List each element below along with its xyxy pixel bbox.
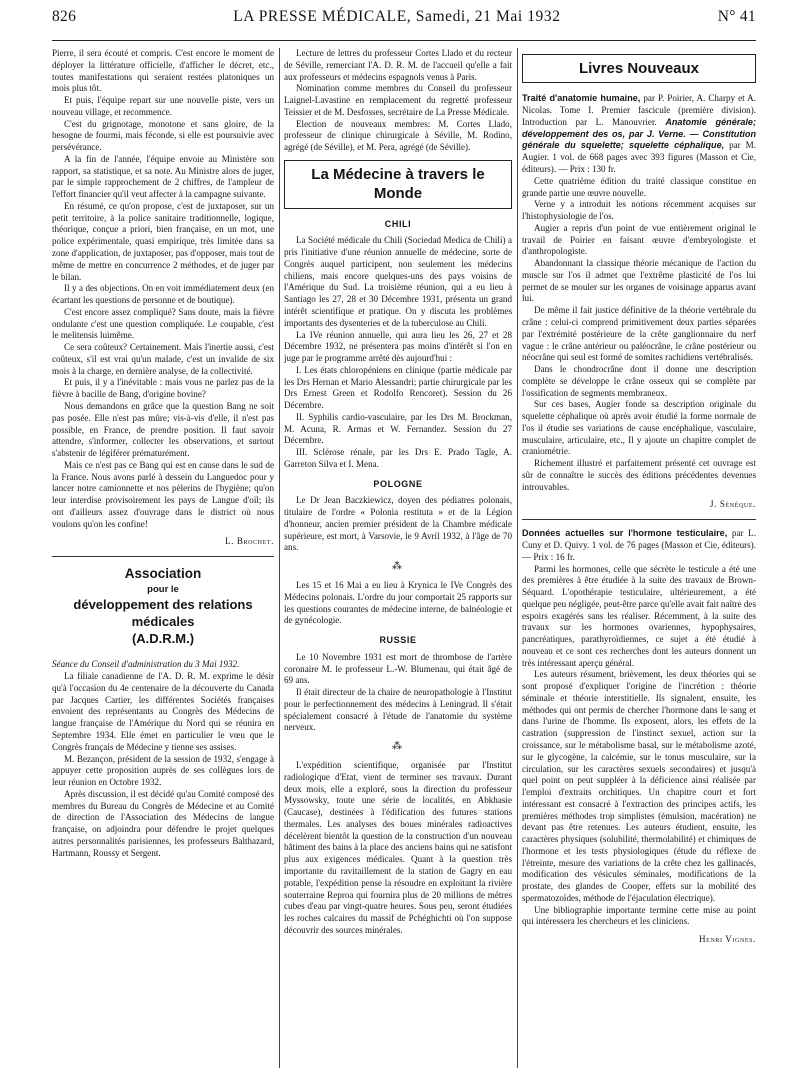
book-reference: par M. Augier. 1 vol. de 668 pages avec 393 figures (Masson et Cie, éditeurs). — Prix : 130 fr. xyxy=(522,140,756,175)
section-divider xyxy=(52,556,274,557)
paragraph: Après discussion, il est décidé qu'au Comité composé des membres du Bureau du Congrès de Médecine et au Comité de direction de l'Association des Médecins de langue française, on adjoindra pour défendre le projet quelques autres personnalités parisiennes, les professeurs Balthazard, Hartmann, Roussy et Sergent. xyxy=(52,788,274,858)
paragraph: Augier a repris d'un point de vue entièrement original le travail de Poirier en faisant œuvre d'embryologiste et d'anthropologiste. xyxy=(522,222,756,257)
paragraph: Pierre, il sera écouté et compris. C'est encore le moment de déployer la littérature officielle, d'afficher le décret, etc., toutes manifestations qui seraient restées platoniques un mois plus tôt. xyxy=(52,48,274,94)
paragraph: Dans le chondrocrâne dont il donne une description complète se développe le crâne osseux qui se complète par l'ossification de segments membraneux. xyxy=(522,364,756,398)
book-entry xyxy=(522,528,756,563)
paragraph: Mais ce n'est pas ce Bang qui est en cause dans le sud de la France. Nous avons parlé à dessein du Languedoc pour y lancer notre camionnette et nos pèlerins de l'hygiène; qu'on leur interdise provisoirement les pays de Langue d'oïl; ils ont d'ailleurs assez d'ouvrage dans le district où nous voulons qu'on les confine! xyxy=(52,459,274,529)
book-reference: par L. Cuny et D. Quivy. 1 vol. de 76 pages (Masson et Cie, éditeurs). — Prix : 16 fr. xyxy=(522,528,756,562)
paragraph: La Société médicale du Chili (Sociedad Medica de Chili) a pris l'initiative d'une réunion annuelle de médecine, sorte de Congrès auquel participent, non seulement les médecins chiliens, mais encore quelques-uns des pays voisins de l'Amérique du Sud. La troisième réunion, qui a eu lieu à Santiago les 27, 28 et 30 Décembre 1931, présenta un grand intérêt scientifique et pratique. On y discuta les problèmes importants des dysenteries et de la tuberculose au Chili. xyxy=(284,235,512,328)
paragraph: Une bibliographie importante termine cette mise au point qui intéressera les chercheurs et les cliniciens. xyxy=(522,904,756,927)
heading-line: (A.D.R.M.) xyxy=(131,630,195,646)
paragraph: M. Bezançon, président de la session de 1932, s'engage à appuyer cette proposition auprès de ses collègues lors de leur réunion en Octobre 1932. xyxy=(52,753,274,788)
paragraph: Le 10 Novembre 1931 est mort de thrombose de l'artère coronaire M. le professeur L.-W. Blumenau, qui était âgé de 69 ans. xyxy=(284,651,512,686)
issue-number: N° 41 xyxy=(717,8,756,25)
page-header xyxy=(52,8,756,34)
paragraph: Il était directeur de la chaire de neuropathologie à l'Institut pour le perfectionnement des médecins à Leningrad. Il s'était spécialement consacré à l'étude de l'anatomie du système nerveux. xyxy=(284,687,512,733)
paragraph: Et puis, il y a l'inévitable : mais vous ne parlez pas de la fièvre à bacille de Bang, d'origine bovine? xyxy=(52,377,274,400)
section-title: La Médecine à travers le Monde xyxy=(311,165,485,203)
paragraph: C'est du grignotage, monotone et sans gloire, de la besogne de fourmi, mais féconde, si elle est poursuivie avec persévérance. xyxy=(52,118,274,153)
column-middle xyxy=(284,48,512,937)
header-rule xyxy=(52,40,756,41)
paragraph: II. Syphilis cardio-vasculaire, par les Drs M. Brockman, M. Acuna, R. Armas et W. Fernandez. Session du 27 Décembre. xyxy=(284,411,512,446)
column-right xyxy=(522,48,756,946)
paragraph: III. Sclérose rénale, par les Drs E. Prado Tagle, A. Garreton Silva et I. Mena. xyxy=(284,447,512,469)
column-left xyxy=(52,48,274,859)
meeting-date: Séance du Conseil d'administration du 3 Mai 1932. xyxy=(52,659,240,670)
page-number: 826 xyxy=(52,8,77,25)
author-signature: L. Brochet. xyxy=(224,536,274,547)
paragraph: Il y a des objections. On en voit immédiatement deux (en écartant les questions de personne et de boutique). xyxy=(52,283,274,306)
association-heading xyxy=(52,565,274,647)
section-title: Livres Nouveaux xyxy=(578,60,700,77)
paragraph: La filiale canadienne de l'A. D. R. M. exprime le désir qu'à l'occasion du 4e centenaire de la découverte du Canada par Jacques Cartier, les différentes Sociétés françaises envoient des représentants au Congrès des Médecins de langue française de l'Amérique du Nord qui se réunira en Septembre 1934. Elle émet en particulier le vœu que le Congrès français de Médecine y tienne ses assises. xyxy=(52,671,274,752)
paragraph: Ce sera coûteux? Certainement. Mais l'inertie aussi, c'est coûteux, s'il est vrai qu'un malade, c'est un invalide de six mois à la charge, en dernière analyse, de la collectivité. xyxy=(52,342,274,376)
reviewer-signature: Henri Vignes. xyxy=(699,934,756,945)
column-rule xyxy=(279,48,280,1068)
paragraph: Verne y a introduit les notions récemment acquises sur l'histophysiologie de l'os. xyxy=(522,199,756,222)
paragraph: Sur ces bases, Augier fonde sa description originale du squelette céphalique où après avoir étudié la forme normale de l'os il étudie ses variations de cause encéphalique, vasculaire, musculaire, articulaire, etc., Il y ajoute un chapitre complet de craniométrie. xyxy=(522,399,756,457)
paragraph: Election de nouveaux membres: M. Cortes Llado, professeur de clinique chirurgicale à Séville, M. Rodino, agrégé (de Séville), et M. Pera, agrégé (de Séville). xyxy=(284,118,512,153)
paragraph: I. Les états chloropéniens en clinique (partie médicale par les Drs Hernan et Mario Alessandri; partie chirurgicale par les Drs Ernest Green et Rodolfo Rencoret). Session du 26 Décembre. xyxy=(284,364,512,411)
column-rule xyxy=(517,48,518,1068)
asterism-divider: ⁂ xyxy=(392,561,404,573)
section-title-box xyxy=(284,160,512,209)
paragraph: Les 15 et 16 Mai a eu lieu à Krynica le IVe Congrès des Médecins polonais. L'ordre du jour comportait 25 rapports sur les questions courantes de médecine interne, de balnéologie et de gynécologie. xyxy=(284,580,512,626)
paragraph: La IVe réunion annuelle, qui aura lieu les 26, 27 et 28 Décembre 1932, ne présentera pas moins d'intérêt si l'on en juge par le programme arrêté dès aujourd'hui : xyxy=(284,329,512,364)
book-title: Données actuelles sur l'hormone testiculaire, xyxy=(522,528,728,539)
section-title-box xyxy=(522,54,756,83)
heading-line: développement des relations médicales xyxy=(73,596,253,629)
country-heading-chili: CHILI xyxy=(384,218,412,229)
heading-line: pour le xyxy=(147,583,179,595)
country-heading-russie: RUSSIE xyxy=(379,635,417,646)
paragraph: A la fin de l'année, l'équipe envoie au Ministère son rapport, sa statistique, et sa note. Au Ministre alors de juger, par le simple rapprochement de 2 chiffres, de l'ampleur de l'effort financier qu'il veut affecter à la campagne suivante. xyxy=(52,153,274,200)
book-title: Traité d'anatomie humaine, xyxy=(522,93,641,104)
country-heading-pologne: POLOGNE xyxy=(373,478,423,489)
paragraph: Richement illustré et parfaitement présenté cet ouvrage est sûr de connaître le succès des éditions précédentes devenues introuvables. xyxy=(522,458,756,492)
paragraph: Lecture de lettres du professeur Cortes Llado et du recteur de Séville, remerciant l'A. D. R. M. de l'accueil qu'elle a fait aux professeurs et médecins espagnols venus à Paris. xyxy=(284,48,512,82)
paragraph: Abandonnant la classique théorie mécanique de l'action du muscle sur l'os il admet que l'extrême plasticité de l'os lui permet de se mouler sur les organes de voisinage apparus avant lui. xyxy=(522,258,756,304)
paragraph: En résumé, ce qu'on propose, c'est de juxtaposer, sur un petit territoire, à la police sanitaire traditionnelle, logique, théorique, conçue a priori, bien française, en un mot, une police expérimentale, quasi empirique, très limitée dans sa zone d'application, de juxtaposer, pas d'opposer, mais tout de même de mettre en concurrence 2 méthodes, et de juger par le bilan. xyxy=(52,200,274,282)
paragraph: Et puis, l'équipe repart sur une nouvelle piste, vers un nouveau village, et recommence. xyxy=(52,95,274,117)
paragraph: L'expédition scientifique, organisée par l'Institut radiologique d'Etat, vient de terminer ses travaux. Durant deux mois, elle a exploré, sous la direction du professeur Myssowsky, toute une série de localités, en Abkhasie (Caucase), destinées à l'édification des futures stations thermales. Les analyses des boues minérales radioactives décelèrent bientôt la question de la construction d'un nouveau bâtiment des bains à la place des anciens bains qui ne satisfont plus aux exigences médicales. Quant à la question très importante du ravitaillement de la station de Gagry en eau potable, l'expédition pense la résoudre en exploitant la rivière souterraine Reproa qui fournira plus de 20 millions de mètres cubes d'eau par vingt-quatre heures. Sous peu, seront étudiées les roches calcaires du massif de Pchéghichti où l'on suppose découvrir des sources minérales. xyxy=(284,760,512,935)
journal-title: LA PRESSE MÉDICALE, Samedi, 21 Mai 1932 xyxy=(233,8,561,25)
paragraph: C'est encore assez compliqué? Sans doute, mais la fièvre ondulante c'est une question compliquée. Le coupable, c'est le melitensis luimême. xyxy=(52,306,274,341)
asterism-divider: ⁂ xyxy=(392,741,404,753)
paragraph: De même il fait justice définitive de la théorie vertébrale du crâne : celui-ci comprend primitivement deux parties séparées par l'extrémité postérieure de la crête ganglionnaire du nerf vague : le crâne antérieur ou paléocrâne, le crâne postérieur ou néocrâne qui seul est formé de somites rachidiens vertébralisés. xyxy=(522,305,756,363)
paragraph: Le Dr Jean Baczkiewicz, doyen des pédiatres polonais, titulaire de l'ordre « Polonia restituta » et de la Légion d'honneur, ancien premier président de la Chambre médicale supérieure, est mort, à Varsovie, le 9 Avril 1932, à l'âge de 70 ans. xyxy=(284,495,512,553)
paragraph: Parmi les hormones, celle que sécrète le testicule a été une des premières à être étudiée à la suite des travaux de Brown-Séquard. L'opothérapie testiculaire, ultérieurement, a été quelque peu négligée, peut-être parce qu'elle avait fait naître des espoirs exagérés sans les réaliser. Récemment, à la suite des travaux sur les hormones ovariennes, hypophysaires, pancréatiques, parathyroïdiennes, ce sujet a été étudié à nouveau et ce sont ces recherches dont les auteurs donnent un très intéressant aperçu général. xyxy=(522,563,756,668)
section-divider xyxy=(522,519,756,520)
heading-line: Association xyxy=(124,566,202,582)
book-reference: par P. Poirier, A. Charpy et A. Nicolas. Tome I. Premier fascicule (première division). Introduction par L. Manouvrier. xyxy=(522,93,756,127)
book-entry xyxy=(522,93,756,175)
paragraph: Cette quatrième édition du traité classique constitue en grande partie une œuvre nouvelle. xyxy=(522,175,756,198)
book-subtitle: Anatomie générale; développement des os, par J. Verne. — Constitution générale du squelette; squelette céphalique, xyxy=(522,116,756,151)
paragraph: Nomination comme membres du Conseil du professeur Laignel-Lavastine en remplacement du regretté professeur Teissier et de M. Desfosses, secrétaire de La Presse Médicale. xyxy=(284,83,512,117)
paragraph: Nous demandons en grâce que la question Bang ne soit pas posée. Elle n'est pas mûre; vis-à-vis d'elle, il n'est pas possible, en France, de prendre position. Il faut savoir attendre, s'informer, collecter les observations, et surtout s'abstenir de légiférer prématurément. xyxy=(52,400,274,459)
paragraph: Les auteurs résument, brièvement, les deux théories qui se sont proposé d'expliquer l'origine de l'incrétion : théorie séminale et théorie interstitielle. Ils signalent, ensuite, les méthodes qui ont permis de chercher l'hormone dans le sang et dans l'urine de l'homme. Ils exposent, alors, les effets de la castration (suppression de l'instinct sexuel, action sur la croissance, sur le métabolisme basal, sur le métabolisme azoté, sur le glycogène, la calcémie, sur le tonus musculaire, sur la circulation, sur les caractères sexuels secondaires) et jusqu'à quel point on peut suppléer à la déficience ainsi réalisée par l'emploi d'extraits orchitiques. Un chapitre court et fort intéressant est consacré à l'extraction des principes actifs, les premières méthodes trop simplistes (émulsion, macération) ne devant pas être retenues. Les auteurs étudient, ensuite, les caractères physiques (solubilité, thermolabilité) et chimiques de l'hormone et les tests physiologiques (étude du réflexe de l'étreinte, mesure des variations de la crête chez les gallinacés, modification des vésicules séminales, modifications de la prostate, des glandes de Cooper, effets sur la mobilité des spermatozoïdes, méthode de l'éjaculation électrique). xyxy=(522,669,756,903)
reviewer-signature: J. Sénèque. xyxy=(709,499,756,510)
